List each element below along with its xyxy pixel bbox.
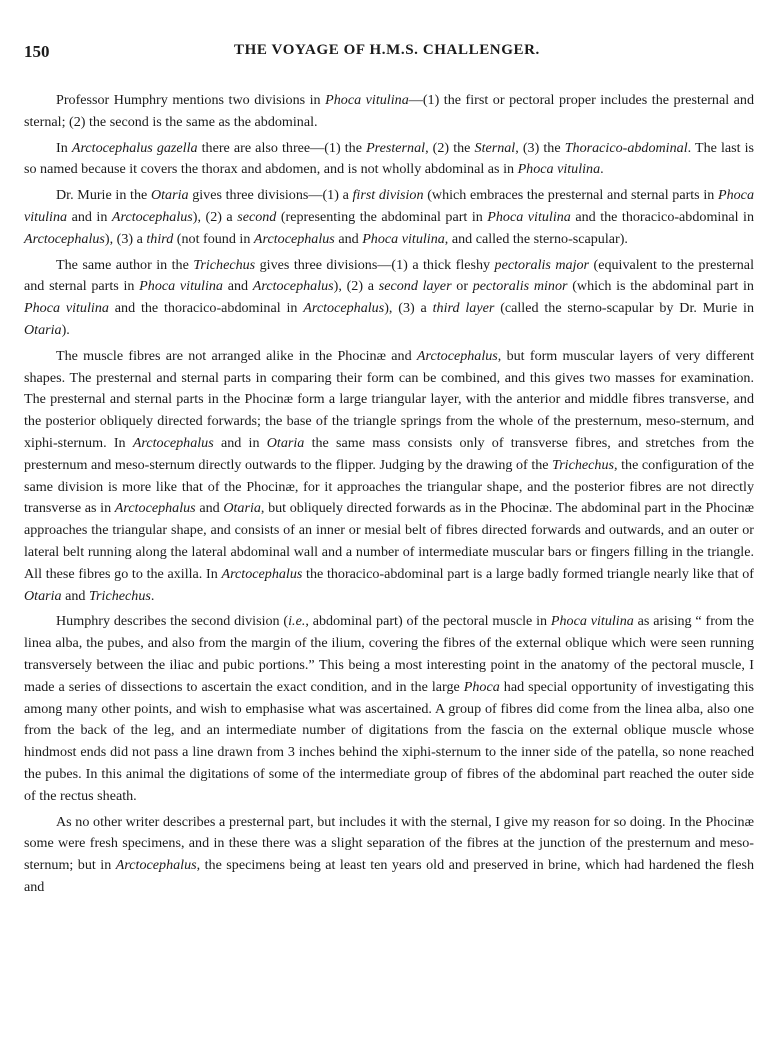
- italic-text: Phoca vitulina: [325, 92, 409, 108]
- text-run: , but form muscular layers of very different shapes. The presternal and sternal parts in comparing their form can be combined, and this gives two masses for examination. The presternal and sternal parts in the Phocinæ form a large triangular layer, with the anterior and middle fibres transverse, and the posterior obliquely directed forwards; the base of the triangle springs from the whole of the presternum, meso-sternum, and xiphi-sternum. In: [24, 347, 754, 451]
- italic-text: i.e.: [288, 613, 306, 630]
- italic-text: Trichechus: [552, 456, 614, 473]
- text-run: and: [61, 587, 89, 604]
- italic-text: Arctocephalus: [303, 300, 385, 317]
- text-run: (which is the abdominal part in: [567, 278, 754, 295]
- italic-text: pectoralis major: [494, 256, 590, 273]
- italic-text: Phoca vitulina: [24, 300, 109, 317]
- running-title: THE VOYAGE OF H.M.S. CHALLENGER.: [234, 42, 540, 58]
- text-run: and: [222, 278, 253, 295]
- text-run: Professor Humphry mentions two divisions in: [56, 92, 326, 108]
- italic-text: Trichechus: [193, 256, 256, 273]
- italic-text: Thoracico-abdominal: [564, 139, 688, 156]
- text-run: and the thoracico-abdominal in: [570, 208, 755, 225]
- italic-text: Phoca vitulina: [550, 613, 634, 630]
- text-run: (not found in: [173, 230, 254, 247]
- italic-text: Arctocephalus gazella: [71, 139, 198, 156]
- text-run: , (3) the: [515, 139, 565, 156]
- text-run: there are also three—(1) the: [197, 139, 367, 156]
- text-run: .: [150, 587, 155, 604]
- italic-text: Presternal: [366, 139, 426, 156]
- italic-text: second: [237, 208, 277, 225]
- text-run: (representing the abdominal part in: [276, 208, 488, 225]
- text-run: as arising “ from the linea alba, the pubes, and also from the margin of the ilium, covering the fibres of the external oblique which were seen running transversely between the iliac and pubic portions.” This being a most interesting point in the anatomy of the pectoral muscle, I made a series of dissections to ascertain the exact condition, and in the large: [24, 613, 754, 695]
- text-run: ), (3) a: [384, 300, 433, 317]
- paragraph: [24, 185, 754, 250]
- italic-text: Arctocephalus: [115, 857, 197, 874]
- text-run: . The last is so named because it covers the thorax and abdomen, and is not wholly abdominal as in: [24, 139, 755, 178]
- text-run: (called the sterno-scapular by Dr. Murie in: [494, 300, 755, 317]
- text-run: and in: [67, 208, 112, 225]
- italic-text: third: [146, 230, 174, 247]
- text-run: or: [451, 278, 473, 295]
- page-header: [24, 42, 754, 68]
- italic-text: Otaria: [223, 500, 261, 517]
- italic-text: Arctocephalus: [252, 278, 334, 295]
- text-run: gives three divisions—(1) a: [188, 187, 353, 204]
- text-run: ), (2) a: [192, 208, 238, 225]
- text-run: , abdominal part) of the pectoral muscle in: [305, 613, 551, 630]
- paragraph: [24, 812, 754, 899]
- italic-text: Phoca vitulina: [362, 230, 445, 247]
- text-run: ).: [61, 321, 70, 338]
- document-page: [24, 42, 754, 903]
- paragraph: [24, 611, 754, 807]
- paragraph: [24, 255, 754, 342]
- italic-text: Otaria: [266, 434, 305, 451]
- text-run: (which embraces the presternal and sternal parts in: [423, 187, 718, 204]
- italic-text: pectoralis minor: [472, 278, 568, 295]
- text-run: , the configuration of the same division is more like that of the Phocinæ, for it approaches the triangular shape, and the posterior fibres are not directly transverse as in: [24, 456, 754, 517]
- italic-text: Phoca vitulina: [487, 208, 571, 225]
- italic-text: Phoca: [463, 678, 500, 695]
- text-run: —(1) the first or pectoral proper includes the presternal and sternal; (2) the second is the same as the abdominal.: [24, 92, 754, 130]
- italic-text: Arctocephalus: [111, 208, 193, 225]
- italic-text: Arctocephalus: [253, 230, 335, 247]
- text-run: Humphry describes the second division (: [56, 613, 289, 630]
- italic-text: Arctocephalus: [114, 500, 196, 517]
- text-run: , (2) the: [425, 139, 475, 156]
- text-run: ), (3) a: [104, 230, 147, 247]
- italic-text: third layer: [432, 300, 495, 317]
- text-run: , the specimens being at least ten years old and preserved in brine, which had hardened the flesh and: [24, 857, 754, 895]
- italic-text: Otaria: [24, 587, 62, 604]
- italic-text: Trichechus: [89, 587, 151, 604]
- text-run: The same author in the: [56, 256, 194, 273]
- text-run: and in: [213, 434, 267, 451]
- text-run: and the thoracico-abdominal in: [108, 300, 304, 317]
- paragraph: [24, 90, 754, 134]
- italic-text: second layer: [378, 278, 452, 295]
- text-run: (equivalent to the presternal and sternal parts in: [24, 256, 754, 295]
- text-run: , and called the sterno-scapular).: [444, 230, 628, 247]
- text-run: , but obliquely directed forwards as in the Phocinæ. The abdominal part in the Phocinæ approaches the triangular shape, and consists of an inner or mesial belt of fibres directed forwards and outwards, and an outer or lateral belt running along the lateral abdominal wall and a number of intermediate muscular bars or fingers filling in the triangle. All these fibres go to the axilla. In: [24, 500, 754, 582]
- italic-text: Arctocephalus: [416, 347, 498, 364]
- italic-text: Arctocephalus: [132, 434, 214, 451]
- text-run: Dr. Murie in the: [56, 187, 151, 204]
- text-run: the same mass consists only of transverse fibres, and stretches from the presternum and meso-sternum directly outwards to the flipper. Judging by the drawing of the: [24, 434, 754, 473]
- italic-text: first division: [352, 187, 424, 204]
- italic-text: Phoca vitulina: [517, 161, 601, 178]
- paragraph: [24, 138, 754, 182]
- italic-text: Otaria: [150, 187, 189, 204]
- text-run: In: [56, 139, 72, 156]
- text-run: As no other writer describes a presternal part, but includes it with the sternal, I give my reason for so doing. In the Phocinæ some were fresh specimens, and in these there was a slight separation of the fibres at the junction of the presternum and meso-sternum; but in: [24, 813, 754, 874]
- text-run: and: [334, 230, 363, 247]
- text-run: had special opportunity of investigating this among many other points, and wish to emphasise what was ascertained. A group of fibres did come from the linea alba, also one from the back of the leg, and an intermediate number of digitations from the fascia on the external oblique muscle whose hindmost ends did not pass a line drawn from 3 inches behind the xiphi-sternum to the inner side of the patella, so none reached the pubes. In this animal the digitations of some of the intermediate group of fibres of the abdominal part reached the outer side of the rectus sheath.: [24, 678, 754, 804]
- text-run: the thoracico-abdominal part is a large badly formed triangle nearly like that of: [302, 565, 754, 582]
- italic-text: Phoca vitulina: [139, 278, 223, 295]
- text-run: .: [600, 161, 604, 178]
- text-run: gives three divisions—(1) a thick fleshy: [255, 256, 495, 273]
- italic-text: Otaria: [24, 321, 62, 338]
- text-run: The muscle fibres are not arranged alike in the Phocinæ and: [56, 347, 417, 364]
- page-number: 150: [24, 42, 50, 61]
- body-text: [24, 90, 754, 899]
- text-run: ), (2) a: [333, 278, 379, 295]
- italic-text: Sternal: [474, 139, 516, 156]
- italic-text: Phoca vitulina: [24, 187, 754, 225]
- italic-text: Arctocephalus: [24, 230, 105, 247]
- text-run: and: [195, 500, 224, 517]
- italic-text: Arctocephalus: [221, 565, 303, 582]
- paragraph: [24, 346, 754, 608]
